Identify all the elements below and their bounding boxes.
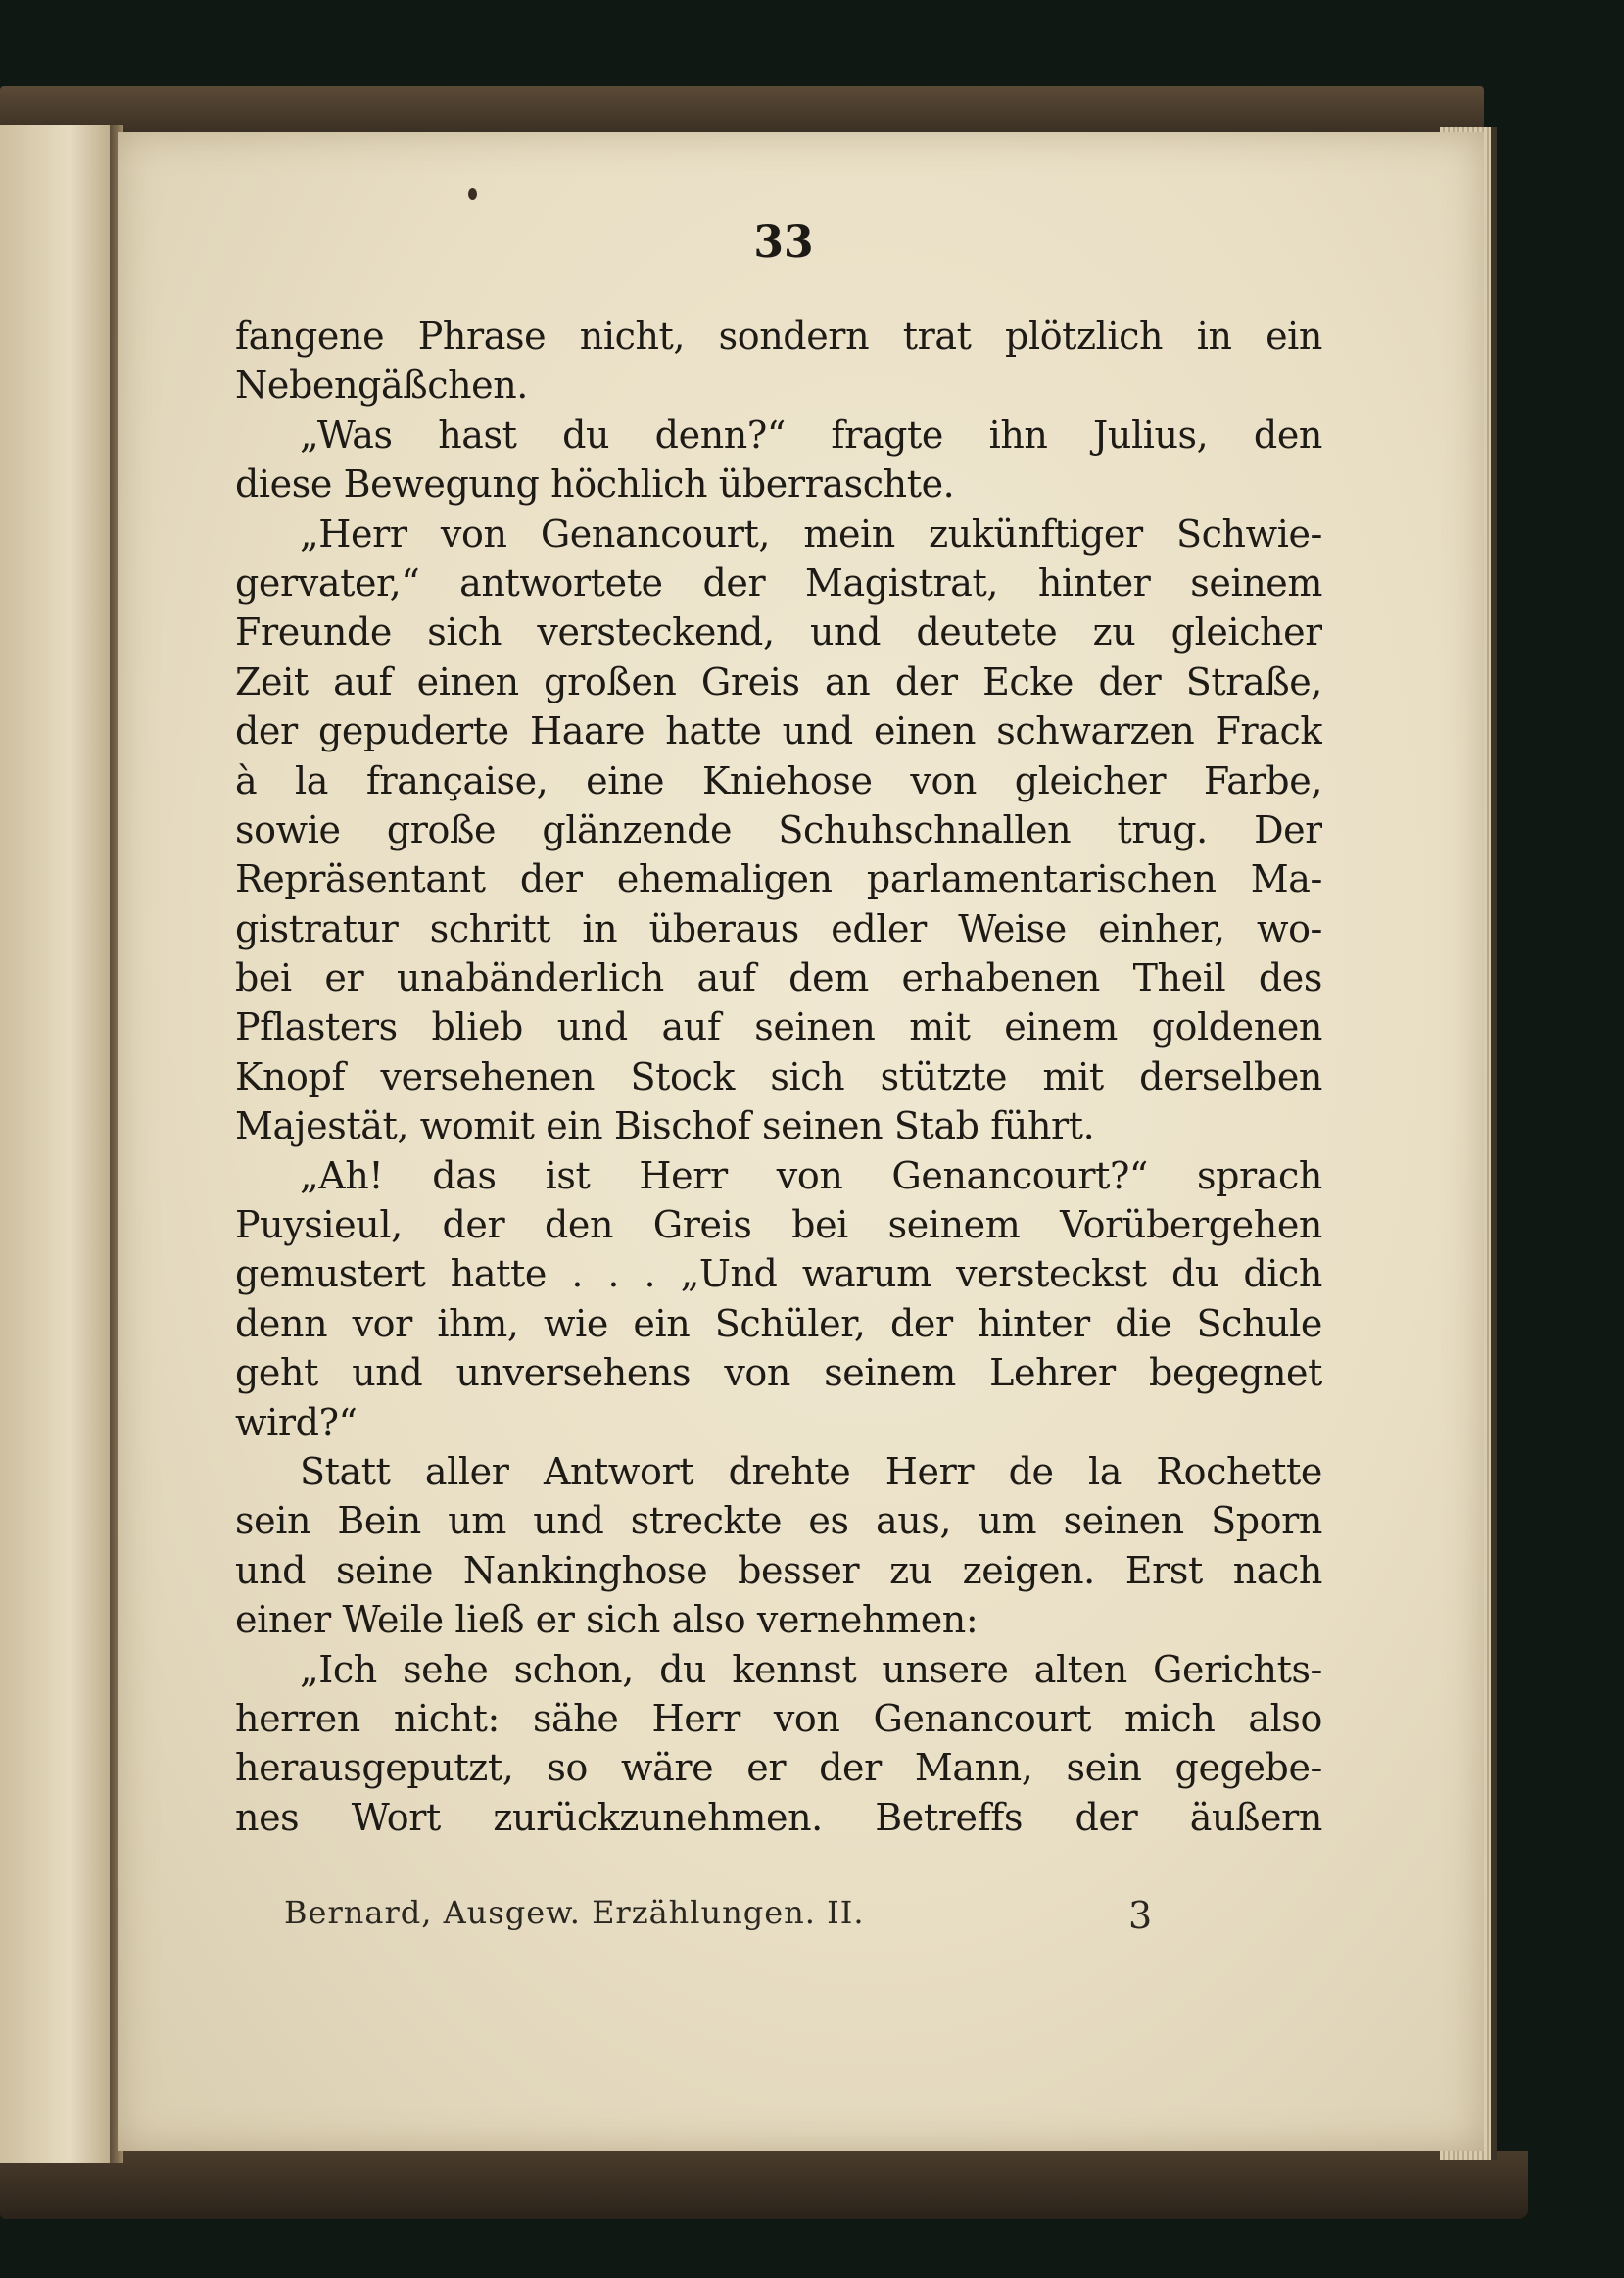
text-line: à la française, eine Kniehose von gleicher Farbe, xyxy=(235,758,1322,802)
text-line: fangene Phrase nicht, sondern trat plötzlich in ein xyxy=(235,315,1322,358)
text-line: geht und unversehens von seinem Lehrer begegnet xyxy=(235,1351,1322,1395)
text-line: Zeit auf einen großen Greis an der Ecke der Straße, xyxy=(235,659,1322,703)
text-line: Freunde sich versteckend, und deutete zu gleicher xyxy=(235,610,1322,654)
text-line: sein Bein um und streckte es aus, um seinen Sporn xyxy=(235,1499,1322,1543)
text-line: nes Wort zurückzunehmen. Betreffs der äußern xyxy=(235,1795,1322,1839)
footer-signature: Bernard, Ausgew. Erzählungen. II. xyxy=(284,1894,865,1931)
text-line: herausgeputzt, so wäre er der Mann, sein gegebe- xyxy=(235,1746,1322,1790)
left-page-edge xyxy=(0,125,119,2163)
text-line: der gepuderte Haare hatte und einen schwarzen Frack xyxy=(235,709,1322,753)
text-line: Statt aller Antwort drehte Herr de la Rochette xyxy=(300,1449,1322,1493)
text-line: einer Weile ließ er sich also vernehmen: xyxy=(235,1598,979,1642)
text-line: gemustert hatte . . . „Und warum versteckst du dich xyxy=(235,1252,1322,1296)
text-line: denn vor ihm, wie ein Schüler, der hinter die Schule xyxy=(235,1301,1322,1345)
page-number: 33 xyxy=(753,218,814,267)
text-line: diese Bewegung höchlich überraschte. xyxy=(235,462,955,507)
text-line: sowie große glänzende Schuhschnallen trug. Der xyxy=(235,807,1322,851)
ink-speck xyxy=(468,188,477,200)
page-footer xyxy=(235,1894,1313,1943)
text-line: Repräsentant der ehemaligen parlamentarischen Ma- xyxy=(235,857,1322,901)
text-line: Nebengäßchen. xyxy=(235,364,528,408)
text-line: Knopf versehenen Stock sich stützte mit derselben xyxy=(235,1054,1322,1098)
text-line: Puysieul, der den Greis bei seinem Vorübergehen xyxy=(235,1203,1322,1247)
book-cover-bottom xyxy=(0,2151,1528,2219)
text-line: herren nicht: sähe Herr von Genancourt mich also xyxy=(235,1696,1322,1740)
body-text xyxy=(235,312,1322,1842)
text-line: Pflasters blieb und auf seinen mit einem goldenen xyxy=(235,1005,1322,1049)
book-cover-top xyxy=(0,86,1484,133)
text-line: gervater,“ antwortete der Magistrat, hinter seinem xyxy=(235,560,1322,605)
text-line: „Was hast du denn?“ fragte ihn Julius, den xyxy=(300,412,1322,457)
text-line: wird?“ xyxy=(235,1400,358,1444)
text-line: gistratur schritt in überaus edler Weise einher, wo- xyxy=(235,906,1322,950)
text-line: bei er unabänderlich auf dem erhabenen Theil des xyxy=(235,956,1322,1000)
text-line: „Ah! das ist Herr von Genancourt?“ sprach xyxy=(300,1153,1322,1197)
text-line: Majestät, womit ein Bischof seinen Stab führt. xyxy=(235,1104,1095,1148)
text-line: und seine Nankinghose besser zu zeigen. Erst nach xyxy=(235,1548,1322,1592)
footer-sheet-number: 3 xyxy=(1128,1894,1153,1937)
text-line: „Ich sehe schon, du kennst unsere alten Gerichts- xyxy=(300,1647,1322,1691)
text-line: „Herr von Genancourt, mein zukünftiger Schwie- xyxy=(300,511,1322,556)
